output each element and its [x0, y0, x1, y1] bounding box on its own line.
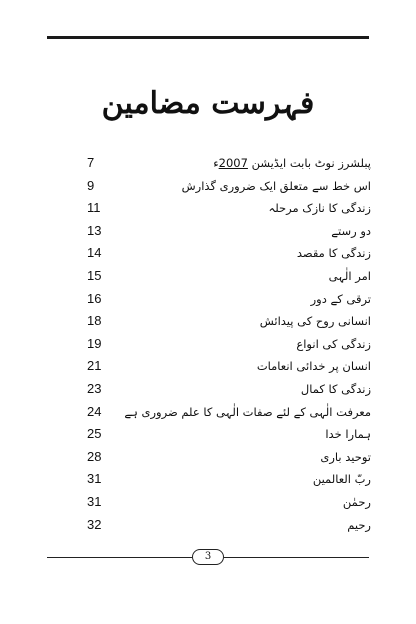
toc-entry-title: ہمارا خدا	[325, 427, 371, 442]
toc-entry-title: زندگی کا نازک مرحلہ	[268, 201, 371, 216]
footer-rule-right	[224, 557, 369, 558]
toc-entry-title: رحمٰن	[342, 494, 371, 509]
toc-entry	[87, 468, 371, 491]
toc-page-number: 13	[87, 222, 102, 238]
toc-page-number: 25	[87, 426, 102, 442]
toc-entry-title: رحیم	[347, 517, 371, 532]
toc-page-number: 32	[87, 516, 102, 532]
toc-page-number: 19	[87, 335, 102, 351]
toc-entry-suffix: ء	[213, 156, 219, 170]
page-title: فہرست مضامین	[101, 86, 315, 121]
toc-page-number: 9	[87, 177, 95, 193]
toc-entry-title: انسانی روح کی پیدائش	[259, 314, 371, 329]
toc-entry-title: زندگی کا کمال	[300, 381, 371, 396]
toc-entry	[87, 152, 371, 175]
toc-entry-year: 2007	[218, 156, 248, 170]
toc-page-number: 28	[87, 448, 102, 464]
toc-entry-title: دو رستے	[331, 223, 371, 238]
toc-page-number: 7	[87, 155, 95, 170]
toc-entry	[87, 288, 371, 311]
toc-page-number: 11	[87, 200, 101, 216]
footer-rule-left	[47, 557, 192, 558]
toc-entry	[87, 333, 371, 356]
toc-entry	[87, 355, 371, 378]
toc-page-number: 31	[87, 471, 102, 487]
page-number-badge: 3	[192, 549, 224, 565]
toc-entry-title: ترقی کے دور	[310, 291, 371, 306]
toc-page-number: 14	[87, 245, 102, 261]
toc-entry	[87, 446, 371, 469]
toc-entry	[87, 175, 371, 198]
toc-page-number: 15	[87, 267, 102, 283]
toc-entry	[87, 423, 371, 446]
toc-entry	[87, 242, 371, 265]
toc-entry	[87, 378, 371, 401]
toc-entry-title: زندگی کی انواع	[296, 336, 371, 351]
toc-entry	[87, 514, 371, 537]
toc-entry-title: انسان پر خدائی انعامات	[256, 359, 371, 374]
toc-entry-title: زندگی کا مقصد	[296, 246, 371, 261]
top-rule	[47, 36, 369, 39]
toc-entry-title: معرفت الٰہی کے لئے صفات الٰہی کا علم ضروری ہے	[124, 404, 371, 419]
toc-entry-title: ربّ العالمین	[312, 472, 371, 487]
table-of-contents	[87, 152, 371, 536]
toc-entry	[87, 401, 371, 424]
toc-entry	[87, 197, 371, 220]
toc-entry	[87, 220, 371, 243]
toc-entry	[87, 265, 371, 288]
toc-entry-title-text: پبلشرز نوٹ بابت ایڈیشن	[251, 156, 371, 170]
toc-entry-title: توحید باری	[320, 449, 371, 464]
toc-page-number: 23	[87, 380, 102, 396]
toc-entry-title: اس خط سے متعلق ایک ضروری گذارش	[181, 178, 371, 193]
toc-entry-title: امر الٰہی	[328, 268, 371, 283]
toc-entry	[87, 491, 371, 514]
toc-entry	[87, 310, 371, 333]
toc-page-number: 31	[87, 493, 102, 509]
toc-entry-title	[213, 152, 371, 174]
toc-page-number: 18	[87, 313, 102, 329]
toc-page-number: 21	[87, 358, 102, 374]
toc-page-number: 16	[87, 290, 102, 306]
toc-page-number: 24	[87, 403, 102, 419]
